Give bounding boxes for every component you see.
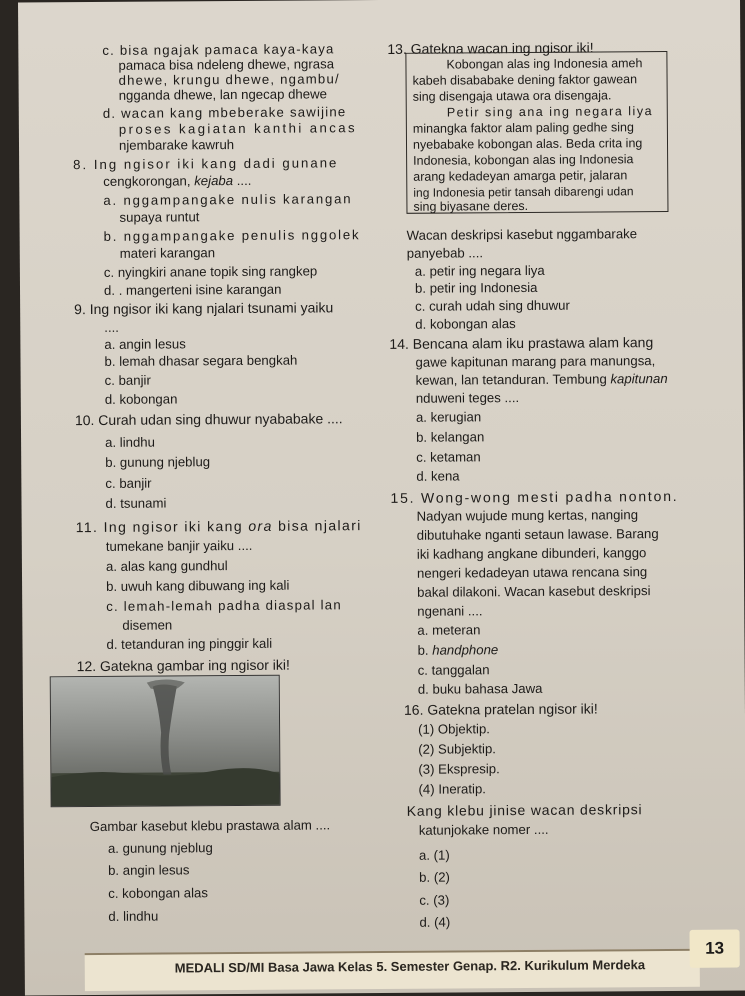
page-number: 13 <box>689 930 739 968</box>
question-10-option-b[interactable]: b. gunung njeblug <box>105 454 211 470</box>
question-15-stem-line4: iki kadhang angkane dibunderi, kanggo <box>416 545 647 562</box>
question-11-stem-line2: tumekane banjir yaiku .... <box>105 537 253 554</box>
passage-line-9: ing Indonesia petir tansah dibarengi udan <box>413 184 634 200</box>
question-10-option-c[interactable]: c. banjir <box>105 475 152 491</box>
passage-line-1: Kobongan alas ing Indonesia ameh <box>446 56 643 72</box>
question-11-option-c-line2: disemen <box>122 617 173 633</box>
question-9-stem-line1: 9. Ing ngisor iki kang njalari tsunami yaiku <box>74 299 334 318</box>
question-13-stem: 13. Gatekna wacan ing ngisor iki! <box>387 39 594 57</box>
prev-option-c-line3: dhewe, krungu dhewe, ngambu/ <box>118 71 340 88</box>
question-15-option-c[interactable]: c. tanggalan <box>417 662 490 678</box>
prev-option-c-line2: pamaca bisa ndeleng dhewe, ngrasa <box>118 56 335 73</box>
question-16-option-c[interactable]: c. (3) <box>419 892 450 908</box>
question-16-item-3: (3) Ekspresip. <box>418 761 500 777</box>
question-10-stem: 10. Curah udan sing dhuwur nyababake .... <box>74 410 343 429</box>
question-12-stem: 12. Gatekna gambar ing ngisor iki! <box>76 656 290 675</box>
question-11-option-a[interactable]: a. alas kang gundhul <box>105 558 228 574</box>
passage-line-8: arang kedadeyan amarga petir, jalaran <box>413 168 628 184</box>
question-8-stem-line1: 8. Ing ngisor iki kang dadi gunane <box>73 155 339 173</box>
question-9-option-a[interactable]: a. angin lesus <box>104 336 186 352</box>
question-10-option-a[interactable]: a. lindhu <box>105 434 155 450</box>
question-14-stem-line1: 14. Bencana alam iku prastawa alam kang <box>389 334 654 352</box>
passage-line-6: nyebabake kobongan alas. Beda crita ing <box>412 136 643 152</box>
question-12-option-c[interactable]: c. kobongan alas <box>108 885 208 901</box>
question-16-option-a[interactable]: a. (1) <box>418 847 450 863</box>
question-13-option-d[interactable]: d. kobongan alas <box>415 316 516 332</box>
question-14-stem-line4: nduweni teges .... <box>415 390 520 406</box>
question-10-option-d[interactable]: d. tsunami <box>105 495 167 511</box>
question-9-option-b[interactable]: b. lemah dhasar segara bengkah <box>104 352 298 369</box>
question-13-option-b[interactable]: b. petir ing Indonesia <box>414 279 538 296</box>
question-12-caption: Gambar kasebut klebu prastawa alam .... <box>89 817 331 835</box>
question-13-after-line2: panyebab .... <box>406 245 484 261</box>
footer-text: MEDALI SD/MI Basa Jawa Kelas 5. Semester Genap. R2. Kurikulum Merdeka <box>174 957 646 976</box>
question-14-option-c[interactable]: c. ketaman <box>416 449 481 465</box>
question-14-stem-line2: gawe kapitunan marang para manungsa, <box>415 353 656 370</box>
question-15-option-d[interactable]: d. buku bahasa Jawa <box>417 680 543 697</box>
question-8-option-d[interactable]: d. . mangerteni isine karangan <box>103 281 282 298</box>
question-8-option-b-line2: materi karangan <box>119 245 216 261</box>
question-8-option-a[interactable]: a. nggampangake nulis karangan <box>103 191 353 208</box>
passage-line-3: sing disengaja utawa ora disengaja. <box>412 88 612 104</box>
reading-passage-box <box>405 51 668 214</box>
question-16-option-d[interactable]: d. (4) <box>419 914 451 930</box>
question-9-stem-line2: .... <box>104 319 119 335</box>
question-11-option-d[interactable]: d. tetanduran ing pinggir kali <box>106 635 273 652</box>
tornado-illustration <box>51 676 280 807</box>
question-15-option-b[interactable]: b. handphone <box>417 642 499 658</box>
question-8-stem-line2: cengkorongan, kejaba .... <box>103 172 252 189</box>
prev-option-d-line2: proses kagiatan kanthi ancas <box>118 120 357 137</box>
prev-option-d-line1: d. wacan kang mbeberake sawijine <box>102 104 347 121</box>
question-8-option-c[interactable]: c. nyingkiri anane topik sing rangkep <box>103 263 318 280</box>
question-12-option-d[interactable]: d. lindhu <box>108 908 159 924</box>
question-11-stem-line1: 11. Ing ngisor iki kang ora bisa njalari <box>75 517 362 536</box>
question-13-after-line1: Wacan deskripsi kasebut nggambarake <box>406 226 638 243</box>
question-15-option-a[interactable]: a. meteran <box>417 622 481 638</box>
question-13-option-a[interactable]: a. petir ing negara liya <box>414 262 545 279</box>
question-16-item-4: (4) Ineratip. <box>418 781 486 797</box>
passage-line-7: Indonesia, kobongan alas ing Indonesia <box>413 152 634 168</box>
prev-option-c-line4: ngganda dhewe, lan ngecap dhewe <box>118 86 327 103</box>
question-14-option-d[interactable]: d. kena <box>416 468 460 484</box>
question-13-option-c[interactable]: c. curah udah sing dhuwur <box>415 297 570 314</box>
question-16-item-1: (1) Objektip. <box>418 721 490 737</box>
question-9-option-d[interactable]: d. kobongan <box>104 391 178 407</box>
left-column <box>62 0 372 924</box>
passage-line-5: minangka faktor alam paling gedhe sing <box>412 120 634 136</box>
question-16-stem: 16. Gatekna pratelan ngisor iki! <box>403 700 598 718</box>
question-15-stem-line3: dibutuhake nganti setaun lawase. Barang <box>416 526 659 543</box>
question-8-option-b[interactable]: b. nggampangake penulis nggolek <box>103 227 361 244</box>
question-15-stem-line6: bakal dilakoni. Wacan kasebut deskripsi <box>417 583 651 600</box>
passage-line-10: sing biyasane deres. <box>413 198 529 214</box>
question-8-option-a-line2: supaya runtut <box>119 209 200 225</box>
question-12-option-b[interactable]: b. angin lesus <box>108 862 190 878</box>
question-16-after-line2: katunjokake nomer .... <box>418 821 549 838</box>
question-15-stem-line7: ngenani .... <box>417 603 483 619</box>
tornado-photo <box>50 675 281 808</box>
question-12-option-a[interactable]: a. gunung njeblug <box>107 840 213 856</box>
prev-option-c-line1: c. bisa ngajak pamaca kaya-kaya <box>102 41 335 58</box>
question-9-option-c[interactable]: c. banjir <box>104 372 151 388</box>
question-15-stem-line5: nengeri kedadeyan utawa rencana sing <box>416 564 648 581</box>
page-footer <box>85 949 700 991</box>
question-16-item-2: (2) Subjektip. <box>418 741 496 757</box>
question-14-option-b[interactable]: b. kelangan <box>416 429 485 445</box>
question-11-option-b[interactable]: b. uwuh kang dibuwang ing kali <box>106 577 290 594</box>
question-16-after-line1: Kang klebu jinise wacan deskripsi <box>406 801 643 819</box>
question-15-stem-line2: Nadyan wujude mung kertas, nanging <box>416 507 639 524</box>
question-14-stem-line3: kewan, lan tetanduran. Tembung kapitunan <box>415 370 668 388</box>
question-16-option-b[interactable]: b. (2) <box>419 869 450 885</box>
question-14-option-a[interactable]: a. kerugian <box>415 409 482 425</box>
prev-option-d-line3: njembarake kawruh <box>118 137 235 153</box>
question-11-option-c[interactable]: c. lemah-lemah padha diaspal lan <box>106 597 342 614</box>
passage-line-2: kabeh disababake dening faktor gawean <box>412 72 638 88</box>
passage-line-4: Petir sing ana ing negara liya <box>446 104 654 120</box>
question-15-stem-line1: 15. Wong-wong mesti padha nonton. <box>390 487 679 506</box>
worksheet-page <box>18 0 745 995</box>
